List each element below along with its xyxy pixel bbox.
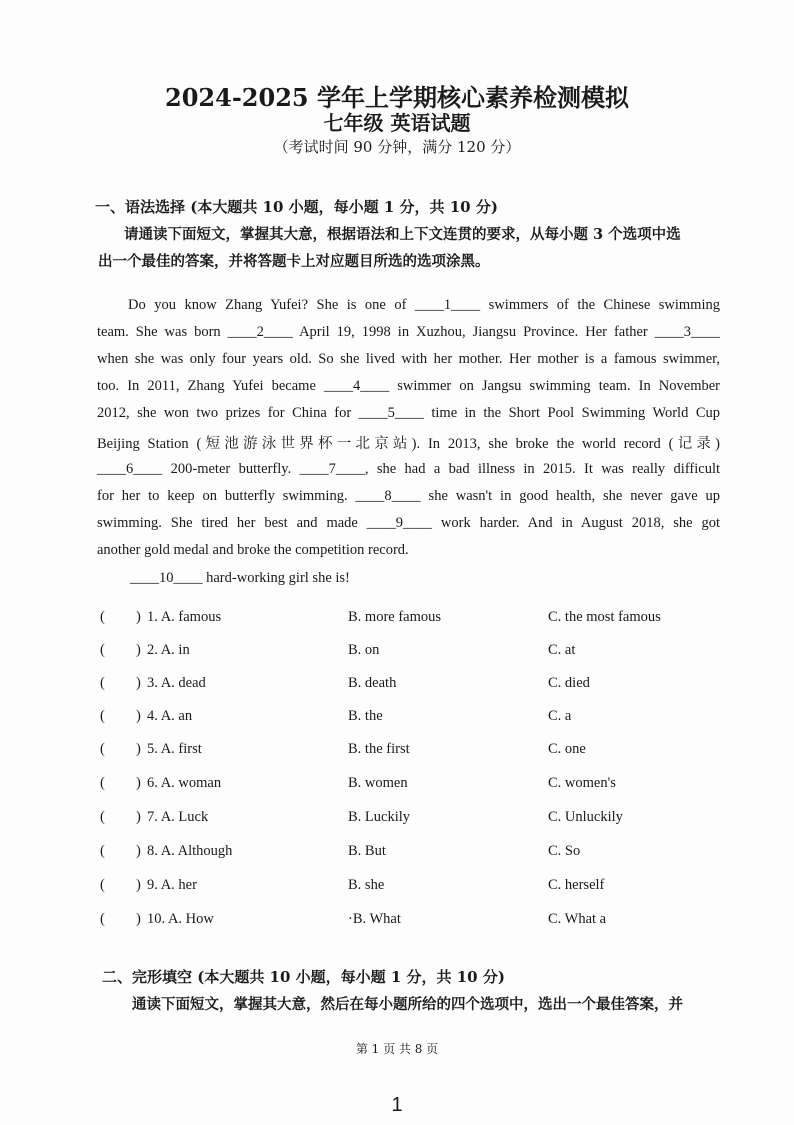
question-row bbox=[0, 609, 794, 629]
passage-line: Do you know Zhang Yufei? She is one of ____1____ swimmers of the Chinese swimming bbox=[128, 297, 720, 313]
option-a: 3. A. dead bbox=[147, 675, 206, 691]
option-b: B. the bbox=[348, 708, 383, 724]
option-b: B. Luckily bbox=[348, 809, 411, 825]
option-c: C. Unluckily bbox=[548, 809, 623, 825]
answer-paren-close: ) bbox=[136, 609, 141, 625]
answer-paren-open: ( bbox=[100, 609, 105, 625]
answer-paren-open: ( bbox=[100, 675, 105, 691]
option-b: B. more famous bbox=[348, 609, 442, 625]
answer-paren-close: ) bbox=[136, 642, 141, 658]
option-c: C. a bbox=[548, 708, 572, 724]
option-a: 7. A. Luck bbox=[147, 809, 209, 825]
section1-heading: 一、语法选择 (本大题共 10 小题，每小题 1 分，共 10 分) bbox=[95, 198, 498, 216]
passage-line: ____6____ 200-meter butterfly. ____7____, she had a bad illness in 2015. It was really difficult bbox=[97, 461, 720, 477]
option-a: 4. A. an bbox=[147, 708, 193, 724]
answer-paren-open: ( bbox=[100, 911, 105, 927]
option-c: C. one bbox=[548, 741, 586, 757]
answer-paren-open: ( bbox=[100, 741, 105, 757]
question-row bbox=[0, 843, 794, 863]
passage-line: team. She was born ____2____ April 19, 1998 in Xuzhou, Jiangsu Province. Her father ____3____ bbox=[97, 324, 720, 340]
passage-line: another gold medal and broke the competition record. bbox=[97, 542, 409, 558]
answer-paren-close: ) bbox=[136, 708, 141, 724]
question-row bbox=[0, 809, 794, 829]
answer-paren-close: ) bbox=[136, 775, 141, 791]
page-info: 第 1 页 共 8 页 bbox=[355, 1042, 439, 1056]
exam-info: （考试时间 90 分钟，满分 120 分） bbox=[273, 138, 521, 156]
answer-paren-close: ) bbox=[136, 809, 141, 825]
answer-paren-close: ) bbox=[136, 877, 141, 893]
question-row bbox=[0, 741, 794, 761]
option-b: B. on bbox=[348, 642, 380, 658]
option-b: B. she bbox=[348, 877, 385, 893]
option-c: C. So bbox=[548, 843, 581, 859]
option-b: B. death bbox=[348, 675, 397, 691]
option-b: B. women bbox=[348, 775, 408, 791]
answer-paren-open: ( bbox=[100, 708, 105, 724]
section1-instruction-line2: 出一个最佳的答案，并将答题卡上对应题目所选的选项涂黑。 bbox=[98, 253, 490, 270]
question-row bbox=[0, 911, 794, 931]
answer-paren-close: ) bbox=[136, 843, 141, 859]
option-a: 8. A. Although bbox=[147, 843, 233, 859]
exam-title: 2024-2025 学年上学期核心素养检测模拟 bbox=[165, 83, 629, 112]
question-row bbox=[0, 877, 794, 897]
answer-paren-close: ) bbox=[136, 911, 141, 927]
passage-line: 2012, she won two prizes for China for ____5____ time in the Short Pool Swimming World Cup bbox=[97, 405, 720, 421]
option-a: 5. A. first bbox=[147, 741, 202, 757]
option-c: C. herself bbox=[548, 877, 605, 893]
passage-line: Beijing Station (短池游泳世界杯一北京站). In 2013, she broke the world record (记录) bbox=[97, 436, 720, 452]
option-b: B. the first bbox=[348, 741, 410, 757]
option-a: 6. A. woman bbox=[147, 775, 222, 791]
option-c: C. women's bbox=[548, 775, 616, 791]
answer-paren-close: ) bbox=[136, 675, 141, 691]
option-b: B. But bbox=[348, 843, 386, 859]
option-c: C. at bbox=[548, 642, 576, 658]
section2-heading: 二、完形填空 (本大题共 10 小题，每小题 1 分，共 10 分) bbox=[102, 968, 505, 986]
question-row bbox=[0, 775, 794, 795]
passage-line: too. In 2011, Zhang Yufei became ____4____ swimmer on Jangsu swimming team. In November bbox=[97, 378, 720, 394]
exam-subtitle: 七年级 英语试题 bbox=[323, 111, 471, 135]
option-c: C. What a bbox=[548, 911, 607, 927]
section1-instruction-line1: 请通读下面短文，掌握其大意，根据语法和上下文连贯的要求，从每小题 3 个选项中选 bbox=[124, 226, 681, 243]
answer-paren-open: ( bbox=[100, 843, 105, 859]
option-b: ·B. What bbox=[348, 911, 401, 927]
answer-paren-open: ( bbox=[100, 642, 105, 658]
option-a: 10. A. How bbox=[147, 911, 214, 927]
page-number: 1 bbox=[391, 1094, 403, 1116]
option-a: 9. A. her bbox=[147, 877, 197, 893]
question-row bbox=[0, 675, 794, 695]
answer-paren-open: ( bbox=[100, 877, 105, 893]
passage-line: for her to keep on butterfly swimming. ____8____ she wasn't in good health, she never gave up bbox=[97, 488, 720, 504]
question-row bbox=[0, 708, 794, 728]
passage-line: swimming. She tired her best and made ____9____ work harder. And in August 2018, she got bbox=[97, 515, 720, 531]
option-a: 1. A. famous bbox=[147, 609, 222, 625]
section2-instruction: 通读下面短文，掌握其大意，然后在每小题所给的四个选项中，选出一个最佳答案，并 bbox=[132, 996, 683, 1013]
passage-line: ____10____ hard-working girl she is! bbox=[130, 570, 350, 586]
answer-paren-close: ) bbox=[136, 741, 141, 757]
passage-line: when she was only four years old. So she lived with her mother. Her mother is a famous swimmer, bbox=[97, 351, 720, 367]
option-c: C. died bbox=[548, 675, 590, 691]
answer-paren-open: ( bbox=[100, 809, 105, 825]
answer-paren-open: ( bbox=[100, 775, 105, 791]
question-row bbox=[0, 642, 794, 662]
option-a: 2. A. in bbox=[147, 642, 190, 658]
option-c: C. the most famous bbox=[548, 609, 661, 625]
